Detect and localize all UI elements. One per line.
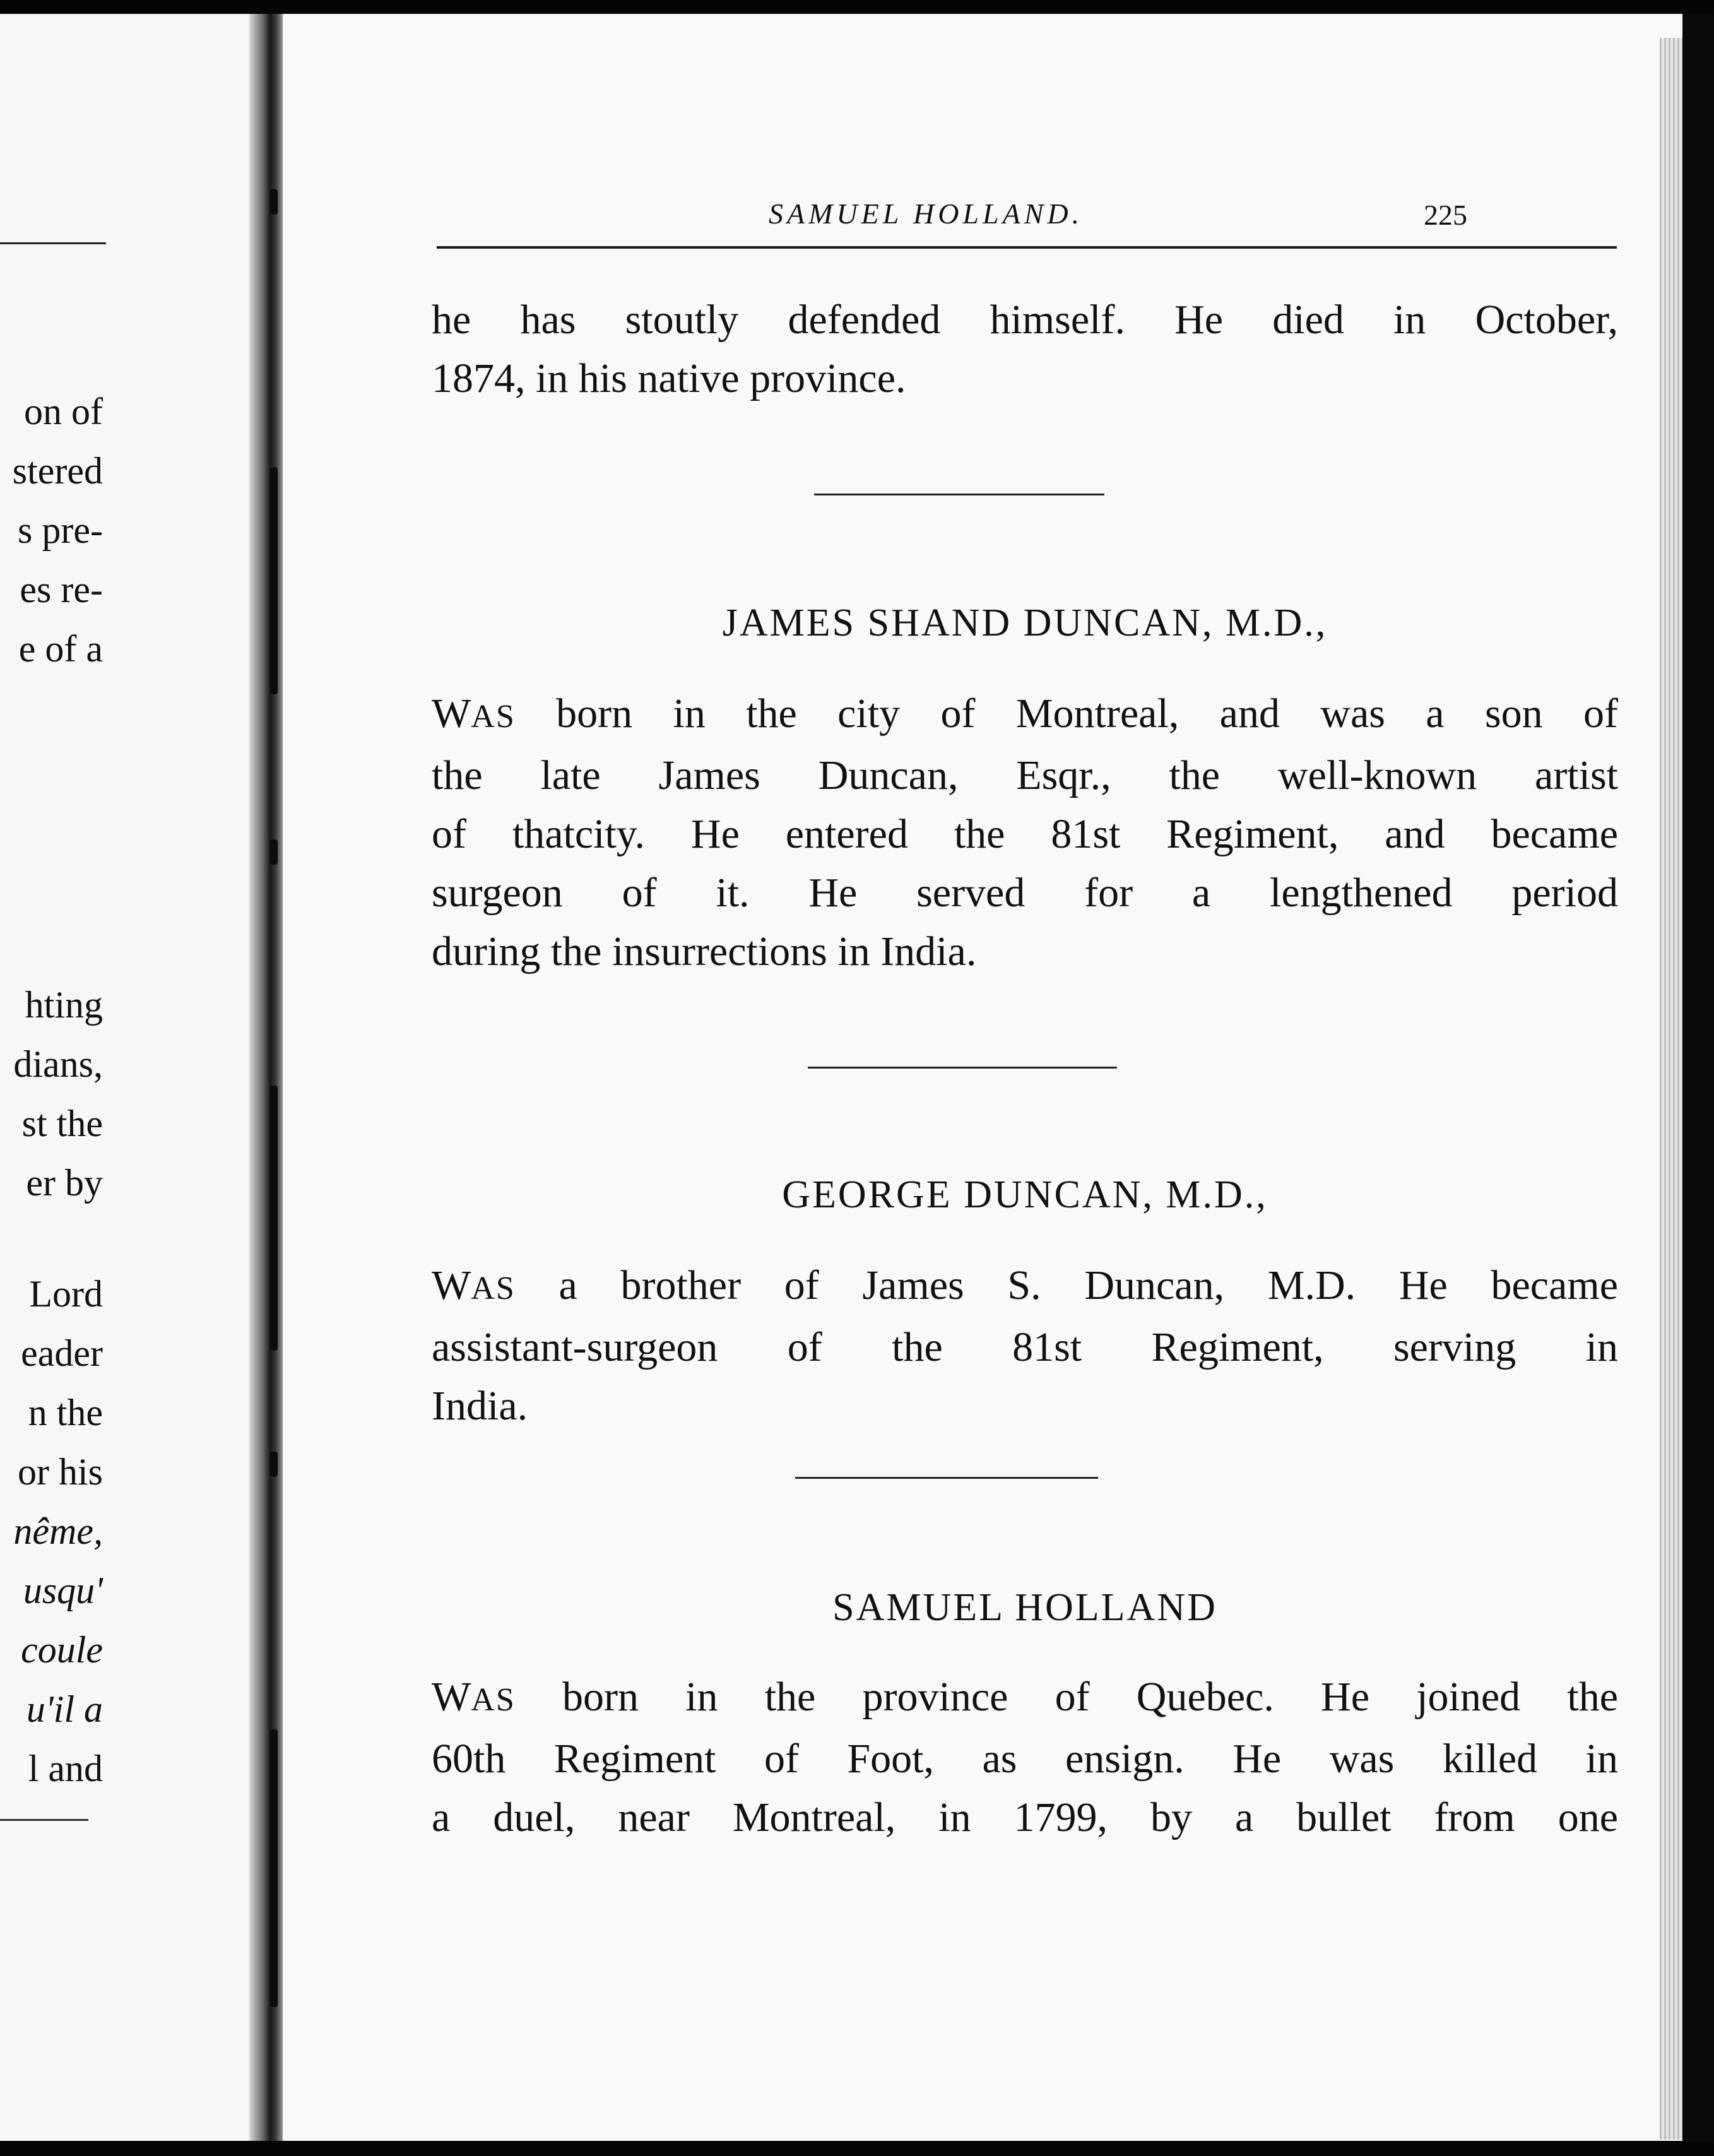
text-line: surgeon of it. He served for a lengthened period [432, 870, 1618, 916]
small-caps-initial: W [432, 1674, 471, 1720]
text-line: of thatcity. He entered the 81st Regiment, and became [432, 811, 1618, 857]
section-divider [814, 494, 1104, 495]
left-line: nême, [13, 1510, 103, 1552]
section-divider [808, 1067, 1117, 1069]
small-caps-rest: AS [471, 1270, 516, 1306]
entry-paragraph [432, 1667, 1618, 1847]
left-line: hting [25, 984, 103, 1026]
left-line: stered [12, 450, 103, 492]
text-line: India. [432, 1383, 528, 1429]
entry-heading: JAMES SHAND DUNCAN, M.D., [722, 601, 1328, 644]
text-line: assistant-surgeon of the 81st Regiment, serving in [432, 1324, 1618, 1370]
left-line: usqu' [23, 1570, 103, 1611]
section-divider [795, 1477, 1098, 1479]
line-text: a brother of James S. Duncan, M.D. He became [515, 1262, 1618, 1308]
page-stack-edge [1660, 38, 1682, 2140]
entry-paragraph [432, 1256, 1618, 1435]
left-line: eader [21, 1332, 103, 1374]
entry-heading: SAMUEL HOLLAND [832, 1586, 1217, 1629]
left-page [0, 14, 262, 2141]
binding-stitch [270, 839, 278, 865]
small-caps-initial: W [432, 690, 471, 737]
left-line: st the [21, 1103, 103, 1144]
text-line: he has stoutly defended himself. He died in October, [432, 297, 1618, 343]
continuation-paragraph [432, 290, 1618, 408]
binding-stitch [270, 189, 278, 215]
left-line: er by [26, 1162, 103, 1204]
left-page-rule-bottom [0, 1819, 88, 1821]
text-line [432, 1667, 1618, 1729]
entry-paragraph [432, 684, 1618, 981]
small-caps-rest: AS [471, 1682, 516, 1718]
running-title: SAMUEL HOLLAND. [769, 198, 1084, 230]
left-line: u'il a [26, 1688, 103, 1730]
entry-heading: GEORGE DUNCAN, M.D., [782, 1173, 1268, 1216]
binding-stitch [270, 1086, 278, 1351]
binding-stitch [270, 1729, 278, 2007]
scan-border-bottom [0, 2141, 1714, 2156]
book-gutter [249, 14, 287, 2141]
binding-stitch [270, 467, 278, 694]
text-line: a duel, near Montreal, in 1799, by a bullet from one [432, 1794, 1618, 1840]
page-number: 225 [1424, 199, 1467, 231]
text-line [432, 684, 1618, 746]
left-line: es re- [20, 569, 103, 610]
left-line: e of a [18, 628, 103, 670]
running-head [283, 178, 1682, 231]
left-line: dians, [13, 1043, 103, 1085]
header-rule [437, 246, 1617, 249]
left-line: or his [18, 1451, 103, 1493]
text-line: 60th Regiment of Foot, as ensign. He was killed in [432, 1736, 1618, 1782]
right-page [283, 14, 1682, 2141]
left-page-rule [0, 242, 106, 244]
text-line: 1874, in his native province. [432, 355, 906, 401]
left-line: s pre- [18, 509, 103, 551]
left-line: n the [28, 1392, 103, 1433]
left-line: coule [21, 1629, 103, 1671]
text-line: during the insurrections in India. [432, 928, 977, 974]
left-line: l and [28, 1748, 103, 1789]
binding-stitch [270, 1452, 278, 1477]
small-caps-rest: AS [471, 699, 516, 735]
left-line: on of [24, 391, 103, 432]
text-line [432, 1256, 1618, 1318]
scan-border-top [0, 0, 1714, 14]
left-line: Lord [29, 1273, 103, 1315]
text-line: the late James Duncan, Esqr., the well-known artist [432, 752, 1618, 798]
line-text: born in the province of Quebec. He joined the [515, 1674, 1618, 1720]
line-text: born in the city of Montreal, and was a son of [515, 690, 1618, 737]
small-caps-initial: W [432, 1262, 471, 1308]
